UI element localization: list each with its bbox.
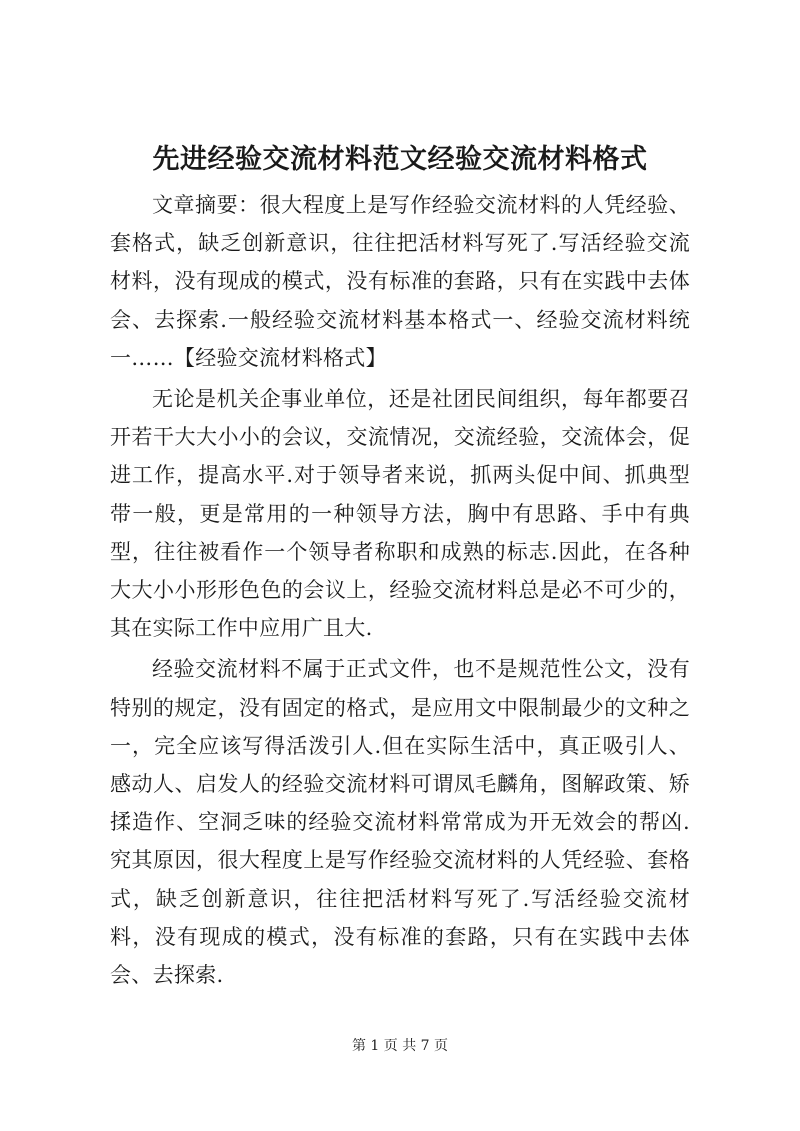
document-title: 先进经验交流材料范文经验交流材料格式	[152, 144, 648, 175]
body-paragraph: 无论是机关企事业单位，还是社团民间组织，每年都要召开若干大大小小的会议，交流情况，交流经验，交流体会，促进工作，提高水平.对于领导者来说，抓两头促中间、抓典型带一般，更是常用的一种领导方法，胸中有思路、手中有典型，往往被看作一个领导者称职和成熟的标志.因此，在各种大大小小形形色色的会议上，经验交流材料总是必不可少的，其在实际工作中应用广且大.	[110, 387, 690, 641]
document-body	[110, 186, 690, 997]
summary-paragraph: 文章摘要：很大程度上是写作经验交流材料的人凭经验、套格式，缺乏创新意识，往往把活材料写死了.写活经验交流材料，没有现成的模式，没有标准的套路，只有在实践中去体会、去探索.一般经验交流材料基本格式一、经验交流材料统一……【经验交流材料格式】	[110, 193, 690, 370]
page-number-footer: 第 1 页 共 7 页	[351, 1038, 449, 1054]
body-paragraph: 经验交流材料不属于正式文件，也不是规范性公文，没有特别的规定，没有固定的格式，是应用文中限制最少的文种之一，完全应该写得活泼引人.但在实际生活中，真正吸引人、感动人、启发人的经验交流材料可谓凤毛麟角，图解政策、矫揉造作、空洞乏味的经验交流材料常常成为开无效会的帮凶.究其原因，很大程度上是写作经验交流材料的人凭经验、套格式，缺乏创新意识，往往把活材料写死了.写活经验交流材料，没有现成的模式，没有标准的套路，只有在实践中去体会、去探索.	[110, 657, 690, 988]
